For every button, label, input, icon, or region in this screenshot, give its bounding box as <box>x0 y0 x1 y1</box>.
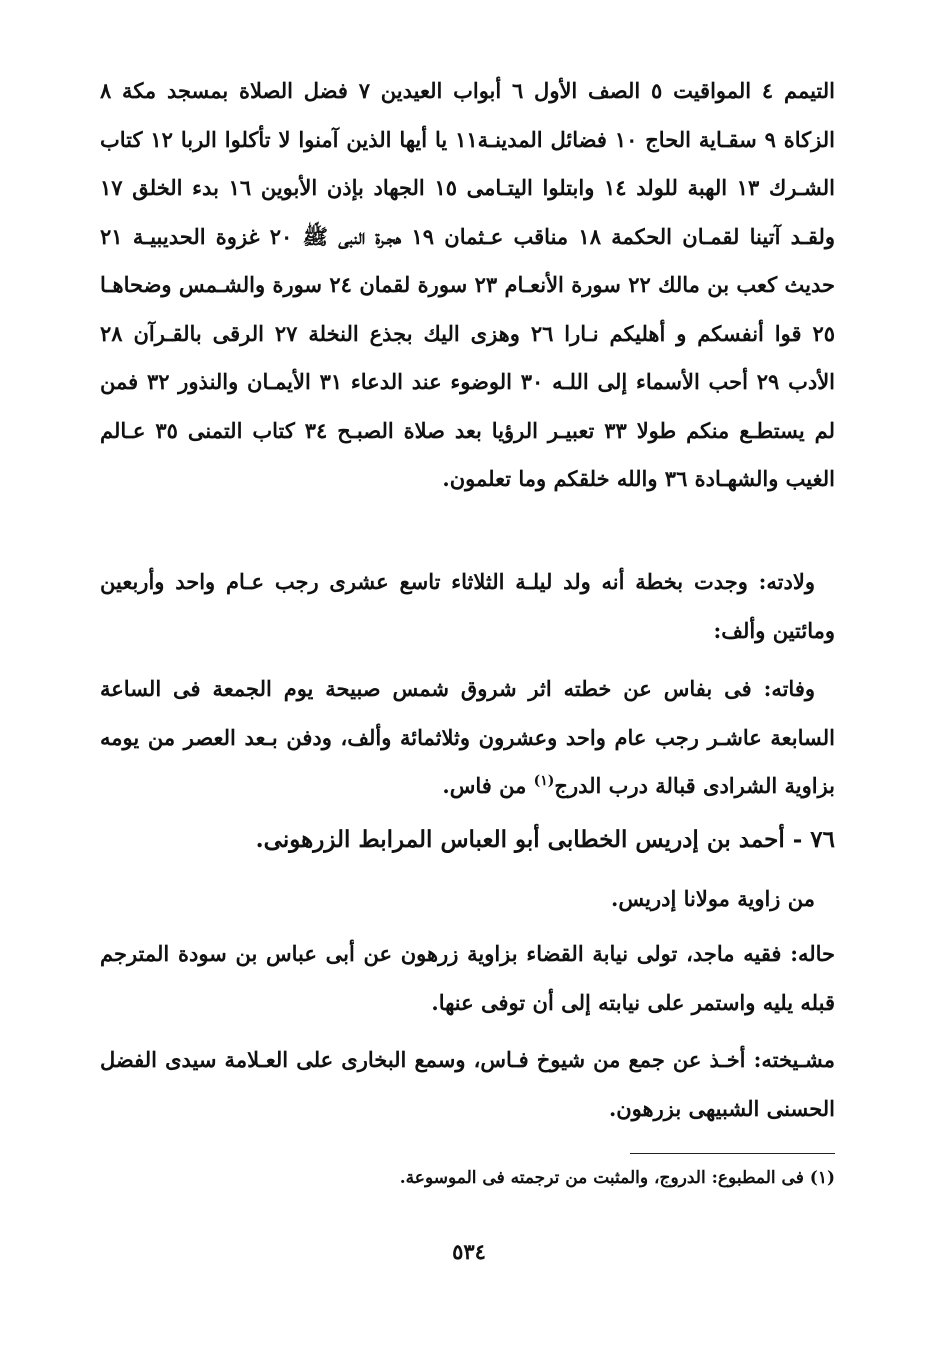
birth-text: وجدت بخطة أنه ولد ليلـة الثلاثاء تاسع عشرى رجب عـام واحد وأربعين ومائتين وألف: <box>100 569 835 643</box>
death-text-end: من فاس. <box>442 773 534 798</box>
page-number: ٥٣٤ <box>452 1239 486 1264</box>
status-label: حاله: <box>790 941 835 966</box>
teachers-text: أخـذ عن جمع من شيوخ فـاس، وسمع البخارى على العـلامة سيدى الفضل الحسنى الشبيهى بزرهون. <box>100 1047 835 1121</box>
death-paragraph <box>100 665 835 811</box>
footnote: (١) فى المطبوع: الدروج، والمثبت من ترجمته فى الموسوعة. <box>399 1168 835 1188</box>
status-paragraph <box>100 930 835 1027</box>
origin-paragraph: من زاوية مولانا إدريس. <box>611 886 815 911</box>
birth-paragraph <box>100 558 835 655</box>
footnote-marker: (١) <box>533 773 555 789</box>
teachers-label: مشـيخته: <box>753 1047 835 1072</box>
death-label: وفاته: <box>763 676 815 701</box>
death-text: فى بفاس عن خطته اثر شروق شمس صبيحة يوم الجمعة فى الساعة السابعة عاشـر رجب عام واحد وعشرون وثلاثمائة وألف، ودفن بـعد العصر من يومه بزاوية الشرادى قبالة درب الدرج <box>100 676 835 798</box>
footnote-divider <box>630 1153 835 1154</box>
chapters-list-paragraph: التيمم ٤ المواقيت ٥ الصف الأول ٦ أبواب العيدين ٧ فضل الصلاة بمسجد مكة ٨ الزكاة ٩ سقـاية الحاج ١٠ فضائل المدينـة١١ يا أيها الذين آمنوا لا تأكلوا الربا ١٢ كتاب الشـرك ١٣ الهبة للولد ١٤ وابتلوا اليتـامى ١٥ الجهاد بإذن الأبوين ١٦ بدء الخلق ١٧ ولقـد آتينا لقمـان الحكمة ١٨ مناقب عـثمان ١٩ هجـرة النبى ﷺ ٢٠ غزوة الحديبيـة ٢١ حديث كعب بن مالك ٢٢ سورة الأنعـام ٢٣ سورة لقمان ٢٤ سورة والشـمس وضحاهـا ٢٥ قوا أنفسكم و أهليكم نـارا ٢٦ وهزى اليك بجذع النخلة ٢٧ الرقى بالقـرآن ٢٨ الأدب ٢٩ أحب الأسماء إلى اللـه ٣٠ الوضوء عند الدعاء ٣١ الأيمـان والنذور ٣٢ فمن لم يستطـع منكم طولا ٣٣ تعبيـر الرؤيا بعد صلاة الصبـح ٣٤ كتاب التمنى ٣٥ عـالم الغيب والشهـادة ٣٦ والله خلقكم وما تعلمون. <box>100 78 836 491</box>
teachers-paragraph <box>100 1036 835 1133</box>
entry-heading: ٧٦ - أحمد بن إدريس الخطابى أبو العباس المرابط الزرهونى. <box>255 826 835 853</box>
status-text: فقيه ماجد، تولى نيابة القضاء بزاوية زرهون عن أبى عباس بن سودة المترجم قبله يليه واستمر على نيابته إلى أن توفى عنها. <box>100 941 835 1015</box>
birth-label: ولادته: <box>758 569 815 594</box>
